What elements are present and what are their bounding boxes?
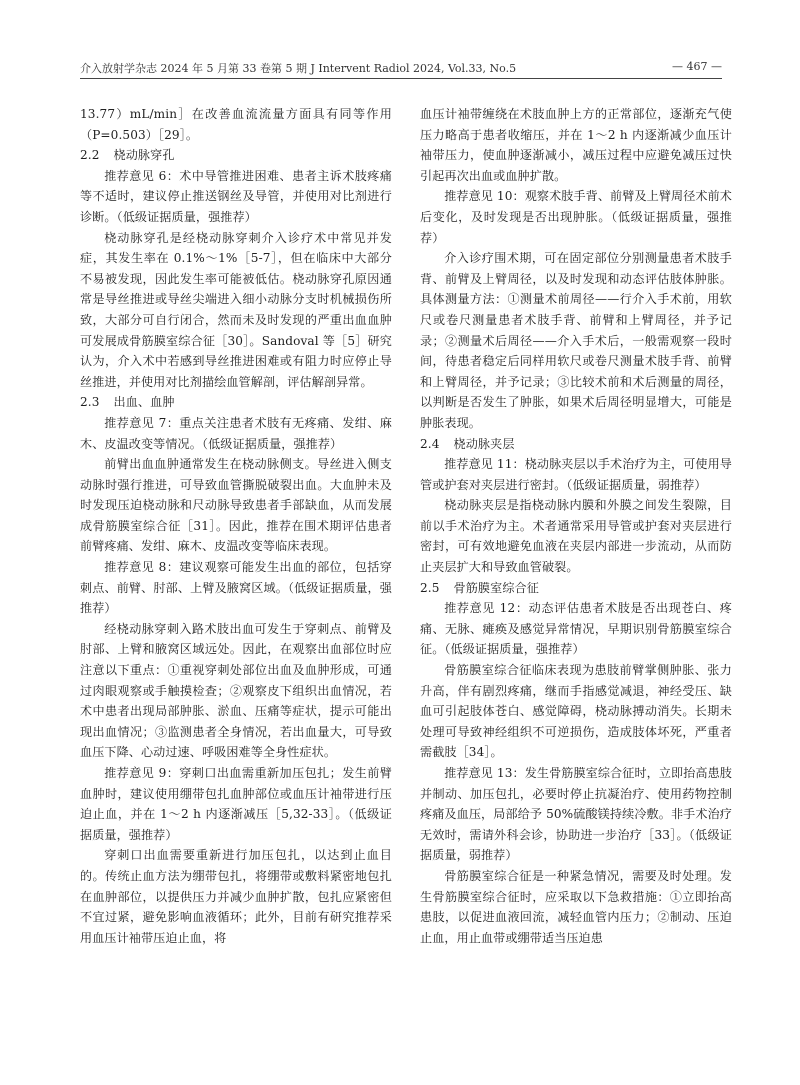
section-number: 2.3 (80, 395, 100, 410)
right-column (420, 104, 732, 948)
body-paragraph: 推荐意见 9：穿刺口出血需重新加压包扎；发生前臂血肿时，建议使用绷带包扎血肿部位或血压计袖带进行压迫止血，并在 1～2 h 内逐渐减压［5,32-33］。（低级证据质量，强推荐） (80, 766, 392, 842)
section-number: 2.4 (420, 436, 440, 451)
journal-citation: 介入放射学杂志 2024 年 5 月第 33 卷第 5 期 J Intervent Radiol 2024, Vol.33, No.5 (80, 62, 517, 75)
body-paragraph: 穿刺口出血需要重新进行加压包扎，以达到止血目的。传统止血方法为绷带包扎，将绷带或敷料紧密地包扎在血肿部位，以提供压力并减少血肿扩散，包扎应紧密但不宜过紧，避免影响血液循环；此外，目前有研究推荐采用血压计袖带压迫止血，将 (80, 848, 392, 945)
body-paragraph: 推荐意见 12：动态评估患者术肢是否出现苍白、疼痛、无脉、瘫痪及感觉异常情况，早期识别骨筋膜室综合征。（低级证据质量，强推荐） (420, 601, 732, 657)
section-heading (80, 392, 392, 413)
left-column (80, 104, 392, 948)
section-number: 2.2 (80, 148, 100, 163)
section-title: 骨筋膜室综合征 (453, 580, 539, 595)
section-title: 出血、血肿 (113, 395, 175, 410)
body-paragraph: 推荐意见 6：术中导管推进困难、患者主诉术肢疼痛等不适时，建议停止推送钢丝及导管，并使用对比剂进行诊断。（低级证据质量，强推荐） (80, 168, 392, 224)
body-paragraph: 推荐意见 13：发生骨筋膜室综合征时，立即抬高患肢并制动、加压包扎，必要时停止抗凝治疗、使用药物控制疼痛及血压，局部给予 50%硫酸镁持续冷敷。非手术治疗无效时，需请外科会诊，协助进一步治疗［33］。（低级证据质量，弱推荐） (420, 766, 732, 863)
body-paragraph: 推荐意见 8：建议观察可能发生出血的部位，包括穿刺点、前臂、肘部、上臂及腋窝区域。（低级证据质量，强推荐） (80, 560, 392, 616)
section-title: 桡动脉穿孔 (113, 148, 175, 163)
page-number: — 467 — (672, 60, 722, 73)
body-paragraph: 桡动脉夹层是指桡动脉内膜和外膜之间发生裂隙，目前以手术治疗为主。术者通常采用导管或护套对夹层进行密封，可有效地避免血液在夹层内部进一步流动，从而防止夹层扩大和导致血管破裂。 (420, 498, 732, 575)
section-heading (420, 434, 732, 455)
header-rule (80, 78, 722, 79)
body-paragraph: 13.77）mL/min］在改善血流流量方面具有同等作用（P=0.503）［29］。 (80, 107, 392, 142)
body-paragraph: 骨筋膜室综合征是一种紧急情况，需要及时处理。发生骨筋膜室综合征时，应采取以下急救措施：①立即抬高患肢，以促进血液回流，减轻血管内压力；②制动、压迫止血，用止血带或绷带适当压迫患 (420, 868, 732, 945)
body-paragraph: 推荐意见 10：观察术肢手背、前臂及上臂周径术前术后变化，及时发现是否出现肿胀。（低级证据质量，强推荐） (420, 189, 732, 245)
section-heading (80, 145, 392, 166)
section-title: 桡动脉夹层 (453, 436, 515, 451)
body-paragraph: 推荐意见 11：桡动脉夹层以手术治疗为主，可使用导管或护套对夹层进行密封。（低级证据质量，弱推荐） (420, 457, 732, 492)
section-number: 2.5 (420, 580, 440, 595)
body-paragraph: 前臂出血血肿通常发生在桡动脉侧支。导丝进入侧支动脉时强行推进，可导致血管撕脱破裂出血。大血肿未及时发现压迫桡动脉和尺动脉导致患者手部缺血，从而发展成骨筋膜室综合征［31］。因此，推荐在围术期评估患者前臂疼痛、发绀、麻木、皮温改变等临床表现。 (80, 457, 392, 554)
body-paragraph: 桡动脉穿孔是经桡动脉穿刺介入诊疗术中常见并发症，其发生率在 0.1%～1%［5-7］，但在临床中大部分不易被发现，因此发生率可能被低估。桡动脉穿孔原因通常是导丝推进或导丝尖端进入细小动脉分支时机械损伤所致，大部分可自行闭合，然而未及时发现的严重出血血肿可发展成骨筋膜室综合征［30］。Sandoval 等［5］研究认为，介入术中若感到导丝推进困难或有阻力时应停止导丝推进，并使用对比剂描绘血管解剖，评估解剖异常。 (80, 230, 392, 389)
body-paragraph: 介入诊疗围术期，可在固定部位分别测量患者术肢手背、前臂及上臂周径，以及时发现和动态评估肢体肿胀。具体测量方法：①测量术前周径——行介入手术前，用软尺或卷尺测量患者术肢手背、前臂和上臂周径，并予记录；②测量术后周径——介入手术后，一般需观察一段时间，待患者稳定后同样用软尺或卷尺测量术肢手背、前臂和上臂周径，并予记录；③比较术前和术后测量的周径，以判断是否发生了肿胀，如果术后周径明显增大，可能是肿胀表现。 (420, 251, 732, 430)
section-heading (420, 578, 732, 599)
body-paragraph: 推荐意见 7：重点关注患者术肢有无疼痛、发绀、麻木、皮温改变等情况。（低级证据质量，强推荐） (80, 415, 392, 451)
body-paragraph: 骨筋膜室综合征临床表现为患肢前臂掌侧肿胀、张力升高，伴有剧烈疼痛，继而手指感觉减退，神经受压、缺血可引起肢体苍白、感觉障碍，桡动脉搏动消失。长期未处理可导致神经组织不可逆损伤，造成肢体坏死，严重者需截肢［34］。 (420, 663, 732, 760)
body-paragraph: 血压计袖带缠绕在术肢血肿上方的正常部位，逐渐充气使压力略高于患者收缩压，并在 1～2 h 内逐渐减少血压计袖带压力，使血肿逐渐减小，减压过程中应避免减压过快引起再次出血或血肿扩散。 (420, 107, 732, 183)
body-paragraph: 经桡动脉穿刺入路术肢出血可发生于穿刺点、前臂及肘部、上臂和腋窝区域远处。因此，在观察出血部位时应注意以下重点：①重视穿刺处部位出血及血肿形成，可通过肉眼观察或手触摸检查；②观察皮下组织出血情况，若术中患者出现局部肿胀、淤血、压痛等症状，提示可能出现出血情况；③监测患者全身情况，若出血量大，可导致血压下降、心动过速、呼吸困难等全身性症状。 (80, 621, 392, 760)
